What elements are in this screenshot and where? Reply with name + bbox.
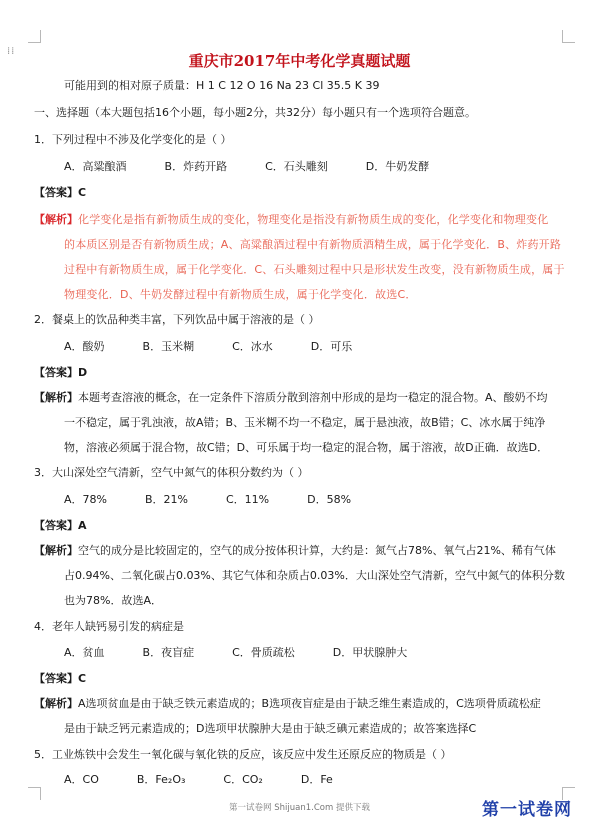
analysis-line: 【解析】化学变化是指有新物质生成的变化，物理变化是指没有新物质生成的变化，化学变化和物理变化 xyxy=(34,213,549,226)
analysis-label: 【解析】 xyxy=(34,697,78,710)
question-stem: 5．工业炼铁中会发生一氧化碳与氧化铁的反应，该反应中发生还原反应的物质是（ ） xyxy=(34,748,452,761)
analysis-line: 也为78%．故选A． xyxy=(64,594,162,607)
corner-mark-top-right xyxy=(562,30,575,43)
analysis-line: 【解析】本题考查溶液的概念，在一定条件下溶质分散到溶剂中形成的是均一稳定的混合物。A、酸奶不均 xyxy=(34,391,548,404)
analysis-line: 过程中有新物质生成，属于化学变化．C、石头雕刻过程中只是形状发生改变，没有新物质生成，属于 xyxy=(64,263,565,276)
question-options xyxy=(64,773,371,787)
option: C．11% xyxy=(225,493,270,506)
option: D．58% xyxy=(307,493,352,506)
analysis-label: 【解析】 xyxy=(34,544,78,557)
corner-mark-top-left xyxy=(28,30,41,43)
analysis-line: 的本质区别是否有新物质生成；A、高粱酿酒过程中有新物质酒精生成，属于化学变化．B、炸药开路 xyxy=(64,238,562,251)
option: A．78% xyxy=(64,493,107,506)
option: A．高粱酿酒 xyxy=(64,160,127,173)
option: D．甲状腺肿大 xyxy=(332,646,408,659)
option: B．夜盲症 xyxy=(142,646,195,659)
answer-line: 【答案】C xyxy=(34,186,87,199)
watermark-logo: 第一试卷网 xyxy=(482,800,572,820)
document-title: 重庆市2017年中考化学真题试题 xyxy=(188,52,411,70)
answer-line: 【答案】C xyxy=(34,672,87,685)
section-header: 一、选择题（本大题包括16个小题，每小题2分，共32分）每小题只有一个选项符合题意。 xyxy=(34,106,476,119)
option: C．石头雕刻 xyxy=(265,160,328,173)
option: D．牛奶发酵 xyxy=(365,160,430,173)
option: C．冰水 xyxy=(232,340,273,353)
analysis-label: 【解析】 xyxy=(34,391,78,404)
corner-mark-bottom-left xyxy=(28,787,41,800)
question-stem: 4．老年人缺钙易引发的病症是 xyxy=(34,620,184,633)
option: A．CO xyxy=(64,773,99,786)
question-options xyxy=(64,646,445,660)
question-stem: 1．下列过程中不涉及化学变化的是（ ） xyxy=(34,133,232,146)
option: B．炸药开路 xyxy=(164,160,228,173)
option: B．玉米糊 xyxy=(142,340,195,353)
answer-line: 【答案】A xyxy=(34,519,87,532)
option: A．贫血 xyxy=(64,646,105,659)
option: D．可乐 xyxy=(310,340,353,353)
analysis-line: 【解析】A选项贫血是由于缺乏铁元素造成的；B选项夜盲症是由于缺乏维生素造成的，C选项骨质疏松症 xyxy=(34,697,541,710)
analysis-line: 【解析】空气的成分是比较固定的，空气的成分按体积计算，大约是：氮气占78%、氧气占21%、稀有气体 xyxy=(34,544,556,557)
option: B．21% xyxy=(144,493,188,506)
analysis-line: 物，溶液必须属于混合物，故C错；D、可乐属于均一稳定的混合物，属于溶液，故D正确．故选D． xyxy=(64,441,549,454)
analysis-label: 【解析】 xyxy=(34,213,78,226)
answer-line: 【答案】D xyxy=(34,366,88,379)
drag-handle-icon[interactable]: ⁞⁞ xyxy=(7,46,16,57)
option: C．CO₂ xyxy=(223,773,263,786)
atomic-masses: 可能用到的相对原子质量：H 1 C 12 O 16 Na 23 Cl 35.5 K 39 xyxy=(64,79,380,92)
option: A．酸奶 xyxy=(64,340,105,353)
option: B．Fe₂O₃ xyxy=(136,773,186,786)
analysis-line: 一不稳定，属于乳浊液，故A错；B、玉米糊不均一不稳定，属于悬浊液，故B错；C、冰水属于纯净 xyxy=(64,416,546,429)
analysis-line: 是由于缺乏钙元素造成的；D选项甲状腺肿大是由于缺乏碘元素造成的；故答案选择C xyxy=(64,722,477,735)
page-footer: 第一试卷网 Shijuan1.Com 提供下载 xyxy=(229,803,370,813)
analysis-line: 占0.94%、二氧化碳占0.03%、其它气体和杂质占0.03%．大山深处空气清新，空气中氮气的体积分数 xyxy=(64,569,565,582)
question-options xyxy=(64,340,390,354)
question-stem: 3．大山深处空气清新，空气中氮气的体积分数约为（ ） xyxy=(34,466,309,479)
option: C．骨质疏松 xyxy=(232,646,295,659)
question-options xyxy=(64,493,389,507)
question-options xyxy=(64,160,467,174)
question-stem: 2．餐桌上的饮品种类丰富，下列饮品中属于溶液的是（ ） xyxy=(34,313,320,326)
analysis-line: 物理变化．D、牛奶发酵过程中有新物质生成，属于化学变化．故选C． xyxy=(64,288,417,301)
option: D．Fe xyxy=(300,773,333,786)
